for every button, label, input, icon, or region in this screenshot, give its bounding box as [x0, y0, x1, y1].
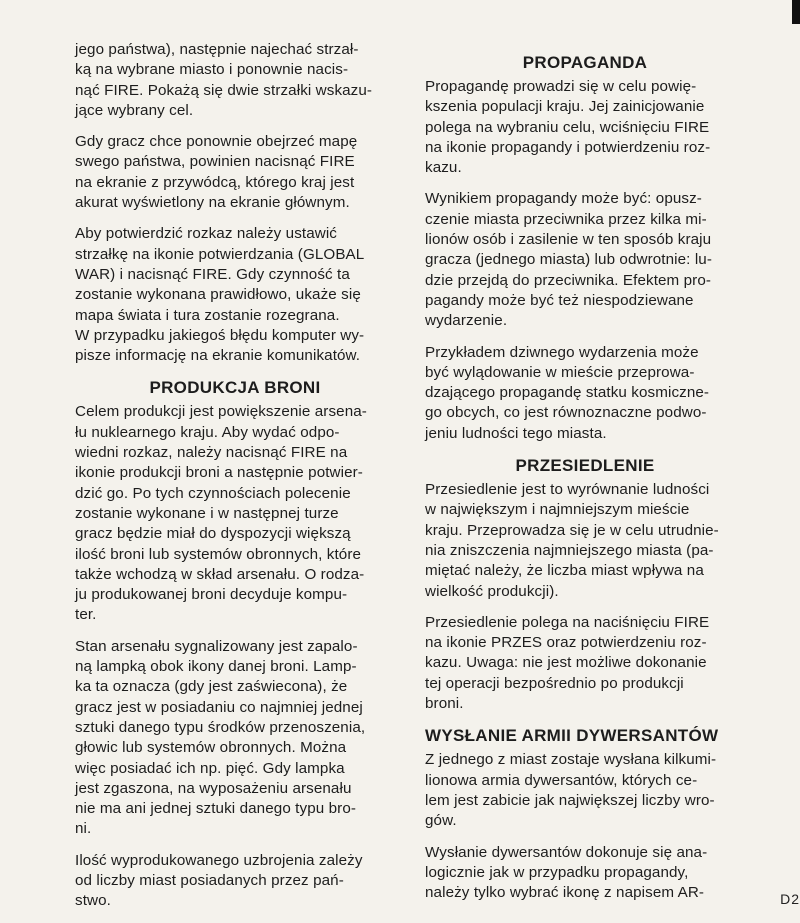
paragraph-propaganda-intro: Propagandę prowadzi się w celu powię- kszenia populacji kraju. Jej zainicjowanie polega na wybraniu celu, wciśnięciu FIRE na ikonie propagandy i potwierdzeniu roz- kazu. [425, 78, 711, 177]
paragraph-saboteur-intro: Z jednego z miast zostaje wysłana kilkumi- lionowa armia dywersantów, których ce- lem jest zabicie jak największej liczby wro- gów. [425, 751, 717, 830]
paragraph-target-selection: jego państwa), następnie najechać strzał- ką na wybrane miasto i ponownie nacis- nąć FIRE. Pokażą się dwie strzałki wskazu- jące wybrany cel. [75, 41, 373, 119]
paragraph-saboteur-howto: Wysłanie dywersantów dokonuje się ana- logicznie jak w przypadku propagandy, należy tylko wybrać ikonę z napisem AR- [425, 843, 708, 902]
heading-weapons-production: PRODUKCJA BRONI [149, 378, 321, 398]
heading-saboteur-army: WYSŁANIE ARMII DYWERSANTÓW [425, 726, 719, 746]
paragraph-production-goal: Celem produkcji jest powiększenie arsena- łu nuklearnego kraju. Aby wydać odpo- wiedni rozkaz, należy nacisnąć FIRE na ikonie produkcji broni a następnie potwier- dzić go. Po tych czynnościach polecenie zostanie wykonane i w następnej turze gracz będzie miał do dyspozycji większą ilość broni lub systemów obronnych, które także wchodzą w skład arsenału. O rodza- ju produkowanej broni decyduje kompu- ter. [75, 403, 367, 624]
scan-edge-mark [792, 0, 800, 24]
paragraph-arsenal-state: Stan arsenału sygnalizowany jest zapalo- ną lampką obok ikony danej broni. Lamp- ka ta oznacza (gdy jest zaświecona), że gracz jest w posiadaniu co najmniej jednej sztuki danego typu środków przenoszenia, głowic lub systemów obronnych. Można więc posiadać ich np. pięć. Gdy lampka jest zgaszona, na wyposażeniu arsenału nie ma ani jednej sztuki danego typu bro- ni. [75, 637, 366, 838]
right-column [425, 52, 745, 914]
paragraph-resettlement-intro: Przesiedlenie jest to wyrównanie ludności w największym i najmniejszym mieście kraju. Przeprowadza się je w celu utrudnie- nia zniszczenia najmniejszego miasta (pa- miętać należy, że liczba miast wpływa na wielkość produkcji). [425, 481, 719, 600]
paragraph-strange-event: Przykładem dziwnego wydarzenia może być wylądowanie w mieście przeprowa- dzającego propagandę statku kosmiczne- go obcych, co jest równoznaczne podwo- jeniu ludności tego miasta. [425, 343, 710, 442]
paragraph-confirm-order: Aby potwierdzić rozkaz należy ustawić strzałkę na ikonie potwierdzania (GLOBAL WAR) i nacisnąć FIRE. Gdy czynność ta zostanie wykonana prawidłowo, ukaże się mapa świata i tura zostanie rozegrana. W przypadku jakiegoś błędu komputer wy- pisze informację na ekranie komunikatów. [75, 225, 365, 365]
paragraph-propaganda-result: Wynikiem propagandy może być: opusz- czenie miasta przeciwnika przez kilka mi- lionów osób i zasilenie w ten sposób kraju gracza (jednego miasta) lub odwrotnie: lu- dzie przejdą do przeciwnika. Efektem pro- pagandy może być też niespodziewane wydarzenie. [425, 190, 713, 330]
page-number: D2 [780, 891, 800, 907]
paragraph-resettlement-howto: Przesiedlenie polega na naciśnięciu FIRE na ikonie PRZES oraz potwierdzeniu roz- kazu. Uwaga: nie jest możliwe dokonanie tej operacji bezpośrednio po produkcji broni. [425, 613, 710, 713]
paragraph-view-map: Gdy gracz chce ponownie obejrzeć mapę swego państwa, powinien nacisnąć FIRE na ekranie z przywódcą, którego kraj jest akurat wyświetlony na ekranie głównym. [75, 133, 358, 212]
heading-resettlement: PRZESIEDLENIE [515, 456, 655, 476]
heading-propaganda: PROPAGANDA [522, 53, 648, 72]
paragraph-production-amount: Ilość wyprodukowanego uzbrojenia zależy od liczby miast posiadanych przez pań- stwo. [75, 851, 363, 910]
left-column [75, 40, 395, 923]
